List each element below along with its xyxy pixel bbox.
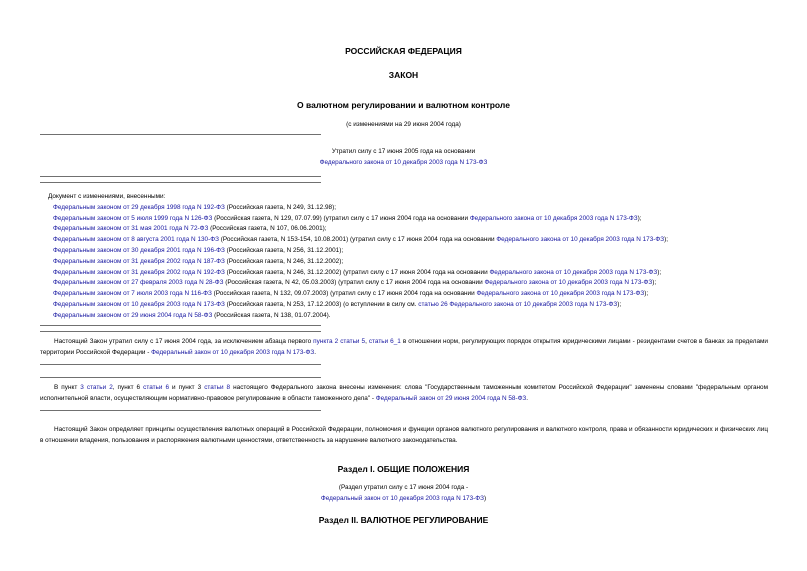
amending-law-link[interactable]: Федеральным законом от 29 декабря 1998 года N 192-ФЗ (53, 203, 225, 211)
expired-text: Утратил силу с 17 июня 2005 года на основании (331, 148, 476, 155)
amending-law-link[interactable]: Федеральным законом от 31 декабря 2002 года N 187-ФЗ (53, 257, 225, 265)
repealing-law-link[interactable]: статью 26 Федерального закона от 10 декабря 2003 года N 173-ФЗ (418, 300, 618, 308)
repealing-law-link[interactable]: Федерального закона от 10 декабря 2003 года N 173-ФЗ (469, 214, 638, 222)
amending-law-link[interactable]: Федеральным законом от 30 декабря 2001 года N 196-ФЗ (53, 246, 225, 254)
divider (40, 325, 321, 326)
section-2-title: Раздел II. ВАЛЮТНОЕ РЕГУЛИРОВАНИЕ (318, 515, 489, 525)
divider (40, 410, 321, 411)
section-1-note: (Раздел утратил силу с 17 июня 2004 года - Федеральный закон от 10 декабря 2003 года N 173-ФЗ) (320, 484, 487, 502)
section-1-title: Раздел I. ОБЩИЕ ПОЛОЖЕНИЯ (337, 464, 470, 474)
amendment-item: Федеральным законом от 29 декабря 1998 года N 192-ФЗ (Российская газета, N 249, 31.12.98); (53, 203, 336, 211)
note-expiration-exceptions: Настоящий Закон утратил силу с 17 июня 2004 года, за исключением абзаца первого пункта 2 статьи 5, статьи 6_1 в отношении норм, регулирующих порядок открытия юридическими лицами - резидентами счетов в банках за пределами территории Российской Федерации - Федеральный закон от 10 декабря 2003 года N 173-ФЗ. (40, 338, 768, 356)
amending-law-link[interactable]: Федеральным законом от 7 июля 2003 года N 116-ФЗ (53, 290, 212, 298)
law-link[interactable]: Федеральный закон от 10 декабря 2003 года N 173-ФЗ (151, 348, 315, 356)
amending-law-link[interactable]: Федеральным законом от 27 февраля 2003 года N 28-ФЗ (53, 279, 224, 287)
law-link[interactable]: Федеральный закон от 10 декабря 2003 года N 173-ФЗ (320, 494, 484, 502)
document-title: О валютном регулировании и валютном контроле (297, 100, 510, 110)
amendment-item: Федеральным законом от 8 августа 2001 года N 130-ФЗ (Российская газета, N 153-154, 10.08.2001) (утратил силу с 17 июня 2004 года на основании Федерального закона от 10 декабря 2003 года N 173-ФЗ); (53, 236, 669, 244)
revision-note: (с изменениями на 29 июня 2004 года) (346, 121, 461, 128)
amendment-item: Федеральным законом от 30 декабря 2001 года N 196-ФЗ (Российская газета, N 256, 31.12.2001); (53, 246, 344, 254)
divider (40, 134, 321, 135)
amendments-list (48, 203, 788, 322)
article-link[interactable]: статьи 6_1 (368, 338, 401, 345)
article-link[interactable]: 3 статьи 2 (80, 384, 113, 391)
amendments-block (48, 192, 788, 322)
amending-law-link[interactable]: Федеральным законом от 8 августа 2001 года N 130-ФЗ (53, 236, 219, 244)
law-link[interactable]: Федеральный закон от 29 июня 2004 года N 58-ФЗ (375, 394, 527, 402)
repealing-law-link[interactable]: Федерального закона от 10 декабря 2003 года N 173-ФЗ (489, 268, 658, 276)
article-link[interactable]: статьи 8 (204, 384, 231, 391)
amendment-item: Федеральным законом от 7 июля 2003 года N 116-ФЗ (Российская газета, N 132, 09.07.2003) (утратил силу с 17 июня 2004 года на основании Федерального закона от 10 декабря 2003 года N 173-ФЗ); (53, 290, 649, 298)
amendment-item: Федеральным законом от 27 февраля 2003 года N 28-ФЗ (Российская газета, N 42, 05.03.2003) (утратил силу с 17 июня 2004 года на основании Федерального закона от 10 декабря 2003 года N 173-ФЗ); (53, 279, 657, 287)
amending-law-link[interactable]: Федеральным законом от 31 мая 2001 года N 72-ФЗ (53, 225, 209, 233)
expired-law-link[interactable]: Федерального закона от 10 декабря 2003 года N 173-ФЗ (319, 158, 488, 166)
country-heading: РОССИЙСКАЯ ФЕДЕРАЦИЯ (345, 46, 462, 56)
amending-law-link[interactable]: Федеральным законом от 10 декабря 2003 года N 173-ФЗ (53, 300, 225, 308)
amendment-item: Федеральным законом от 31 мая 2001 года N 72-ФЗ (Российская газета, N 107, 06.06.2001); (53, 225, 327, 233)
amendment-item: Федеральным законом от 31 декабря 2002 года N 187-ФЗ (Российская газета, N 246, 31.12.2002); (53, 257, 344, 265)
divider (40, 176, 321, 177)
divider (40, 331, 321, 332)
amending-law-link[interactable]: Федеральным законом от 5 июля 1999 года N 126-ФЗ (53, 214, 213, 222)
note-amended-wording: В пункт 3 статьи 2, пункт 6 статьи 6 и пункт 3 статьи 8 настоящего Федерального закона внесены изменения: слова "Государственным таможенным комитетом Российской Федерации" заменены словами "федеральным органом исполнительной власти, осуществляющим нормативно-правовое регулирование в области таможенного дела" - Федеральный закон от 29 июня 2004 года N 58-ФЗ. (40, 384, 768, 402)
intro-paragraph: Настоящий Закон определяет принципы осуществления валютных операций в Российской Федерации, полномочия и функции органов валютного регулирования и валютного контроля, права и обязанности юридических и физических лиц в отношении владения, пользования и распоряжения валютными ценностями, ответственность за нарушение валютного законодательства. (40, 426, 768, 444)
repealing-law-link[interactable]: Федерального закона от 10 декабря 2003 года N 173-ФЗ (496, 236, 665, 244)
amendment-item: Федеральным законом от 10 декабря 2003 года N 173-ФЗ (Российская газета, N 253, 17.12.2003) (о вступлении в силу см. статью 26 Федерального закона от 10 декабря 2003 года N 173-ФЗ); (53, 300, 622, 308)
article-link[interactable]: пункта 2 статьи 5 (313, 338, 366, 345)
repealing-law-link[interactable]: Федерального закона от 10 декабря 2003 года N 173-ФЗ (484, 279, 653, 287)
amendment-item: Федеральным законом от 29 июня 2004 года N 58-ФЗ (Российская газета, N 138, 01.07.2004). (53, 311, 331, 319)
amending-law-link[interactable]: Федеральным законом от 31 декабря 2002 года N 192-ФЗ (53, 268, 225, 276)
divider (40, 182, 321, 183)
amendment-item: Федеральным законом от 5 июля 1999 года N 126-ФЗ (Российская газета, N 129, 07.07.99) (утратил силу с 17 июня 2004 года на основании Федерального закона от 10 декабря 2003 года N 173-ФЗ); (53, 214, 642, 222)
amending-law-link[interactable]: Федеральным законом от 29 июня 2004 года N 58-ФЗ (53, 311, 213, 319)
doc-type-heading: ЗАКОН (388, 70, 419, 80)
divider (40, 364, 321, 365)
amendments-heading: Документ с изменениями, внесенными: (48, 193, 166, 200)
divider (40, 377, 321, 378)
repealing-law-link[interactable]: Федерального закона от 10 декабря 2003 года N 173-ФЗ (476, 290, 645, 298)
article-link[interactable]: статьи 6 (143, 384, 170, 391)
amendment-item: Федеральным законом от 31 декабря 2002 года N 192-ФЗ (Российская газета, N 246, 31.12.2002) (утратил силу с 17 июня 2004 года на основании Федерального закона от 10 декабря 2003 года N 173-ФЗ); (53, 268, 662, 276)
expired-notice (0, 147, 807, 169)
